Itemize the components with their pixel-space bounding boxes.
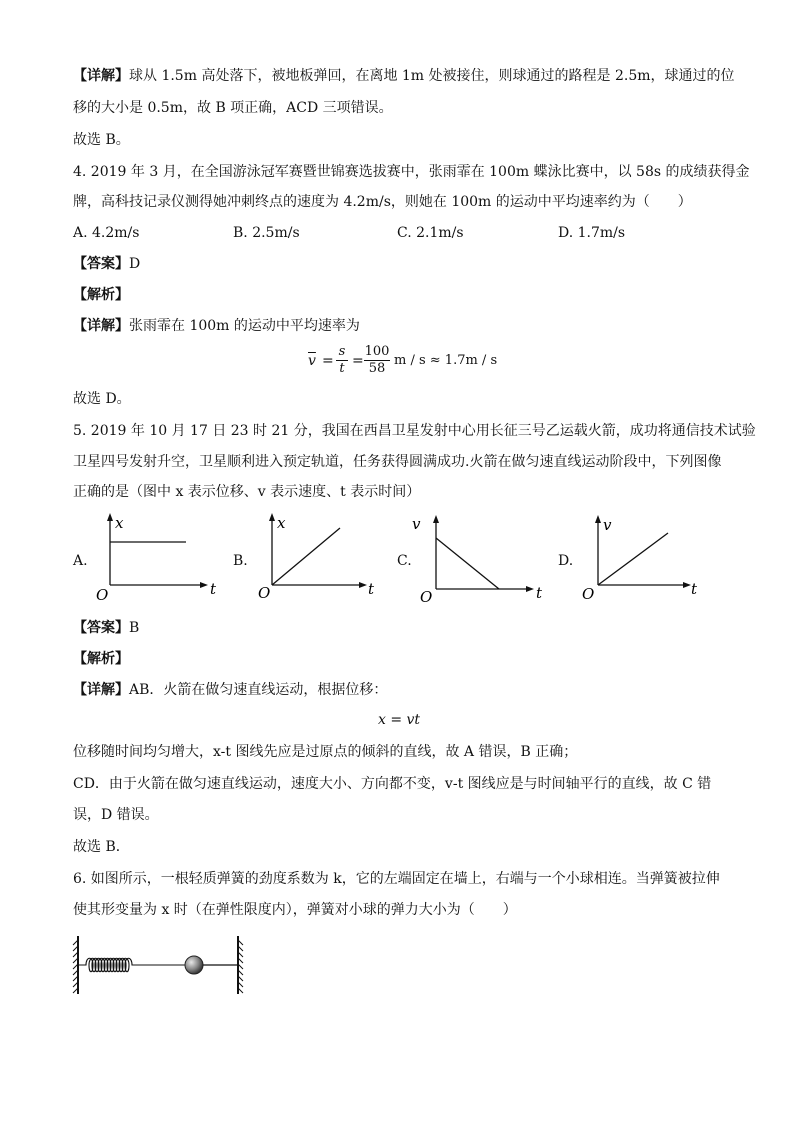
graph-c-label: C. xyxy=(397,553,412,569)
graph-b-origin: O xyxy=(258,584,271,602)
graph-c-line xyxy=(436,538,499,589)
q5-answer: B xyxy=(129,620,140,636)
graph-b-label: B. xyxy=(233,553,248,569)
q4-option-a: A. 4.2m/s xyxy=(73,225,140,241)
analysis-tag: 【解析】 xyxy=(73,651,129,667)
q4-stem-line-1: 4. 2019 年 3 月，在全国游泳冠军赛暨世锦赛选拔赛中，张雨霏在 100m 蝶泳比赛中，以 58s 的成绩获得金 xyxy=(73,164,750,180)
q4-analysis-line xyxy=(73,285,129,305)
q3-detail-text-2: 移的大小是 0.5m，故 B 项正确，ACD 三项错误。 xyxy=(73,100,393,116)
graph-b-x-label: t xyxy=(368,580,375,598)
q4-detail-text: 张雨霏在 100m 的运动中平均速率为 xyxy=(129,318,360,334)
graph-d xyxy=(576,510,716,605)
formula-fraction-2 xyxy=(364,344,390,377)
graph-a-y-label: x xyxy=(115,514,124,532)
q4-answer: D xyxy=(129,256,141,272)
formula-rhs: m / s ≈ 1.7m / s xyxy=(394,353,498,368)
answer-tag: 【答案】 xyxy=(73,256,129,272)
q6-stem-line-2: 使其形变量为 x 时（在弹性限度内），弹簧对小球的弹力大小为（ ） xyxy=(73,902,517,918)
spring-coil xyxy=(78,958,185,972)
graph-b-line xyxy=(272,528,340,585)
q4-stem-line-2: 牌，高科技记录仪测得她冲刺终点的速度为 4.2m/s，则她在 100m 的运动中平均速率约为（ ） xyxy=(73,194,692,210)
detail-tag: 【详解】 xyxy=(73,318,129,334)
graph-a xyxy=(88,510,228,605)
graph-d-origin: O xyxy=(582,585,595,603)
graph-c-x-label: t xyxy=(536,584,543,602)
graph-b-y-label: x xyxy=(277,514,286,532)
detail-tag: 【详解】 xyxy=(73,682,129,698)
formula-fraction-1 xyxy=(336,344,348,377)
fraction-denominator: t xyxy=(336,360,348,377)
q4-conclusion: 故选 D。 xyxy=(73,391,131,407)
graph-d-x-label: t xyxy=(691,580,698,598)
graph-c xyxy=(414,512,554,607)
graph-b xyxy=(250,510,390,605)
q5-detail-line xyxy=(73,680,387,700)
q5-analysis-line xyxy=(73,649,129,669)
graph-d-y-label: v xyxy=(603,516,612,534)
graph-c-y-label: v xyxy=(412,515,421,533)
graph-c-origin: O xyxy=(420,588,433,606)
q3-detail-line-1 xyxy=(73,66,735,86)
q5-formula: x = vt xyxy=(378,712,421,728)
q6-stem-line-1: 6. 如图所示，一根轻质弹簧的劲度系数为 k，它的左端固定在墙上，右端与一个小球相连。当弹簧被拉伸 xyxy=(73,871,720,887)
q5-line-cd-1: CD．由于火箭在做匀速直线运动，速度大小、方向都不变，v-t 图线应是与时间轴平行的直线，故 C 错 xyxy=(73,776,712,792)
ball xyxy=(185,956,203,974)
q4-answer-line xyxy=(73,254,140,274)
q5-line-cd-2: 误，D 错误。 xyxy=(73,807,159,823)
answer-tag: 【答案】 xyxy=(73,620,129,636)
q5-answer-line xyxy=(73,618,139,638)
q4-formula xyxy=(308,344,498,384)
detail-tag: 【详解】 xyxy=(73,68,129,84)
fraction-denominator: 58 xyxy=(364,360,390,377)
spring-diagram xyxy=(70,930,255,1000)
formula-v-bar: $\overline{v}$ xyxy=(308,353,316,369)
q4-option-b: B. 2.5m/s xyxy=(233,225,300,241)
fraction-numerator: 100 xyxy=(364,344,390,359)
q5-line-ab: 位移随时间均匀增大，x-t 图线先应是过原点的倾斜的直线，故 A 错误，B 正确； xyxy=(73,744,578,760)
q5-stem-line-2: 卫星四号发射升空，卫星顺利进入预定轨道，任务获得圆满成功.火箭在做匀速直线运动阶段中，下列图像 xyxy=(73,454,722,470)
graph-a-label: A. xyxy=(73,553,88,569)
q5-conclusion: 故选 B． xyxy=(73,839,130,855)
q5-stem-line-1: 5. 2019 年 10 月 17 日 23 时 21 分，我国在西昌卫星发射中心用长征三号乙运载火箭，成功将通信技术试验 xyxy=(73,423,756,439)
q4-option-d: D. 1.7m/s xyxy=(558,225,626,241)
formula-eq-1: = xyxy=(322,353,334,369)
q3-detail-text-1: 球从 1.5m 高处落下，被地板弹回，在离地 1m 处被接住，则球通过的路程是 2.5m，球通过的位 xyxy=(129,68,735,84)
graph-d-line xyxy=(598,533,668,585)
analysis-tag: 【解析】 xyxy=(73,287,129,303)
q5-detail-text: AB．火箭在做匀速直线运动，根据位移： xyxy=(129,682,388,698)
graph-a-x-label: t xyxy=(210,580,217,598)
graph-a-origin: O xyxy=(96,586,109,604)
q4-detail-line xyxy=(73,316,360,336)
graph-d-label: D. xyxy=(558,553,574,569)
q5-stem-line-3: 正确的是（图中 x 表示位移、v 表示速度、t 表示时间） xyxy=(73,484,421,500)
q3-conclusion: 故选 B。 xyxy=(73,132,130,148)
fraction-numerator: s xyxy=(338,344,346,359)
q4-option-c: C. 2.1m/s xyxy=(397,225,464,241)
formula-eq-2: = xyxy=(352,353,364,369)
